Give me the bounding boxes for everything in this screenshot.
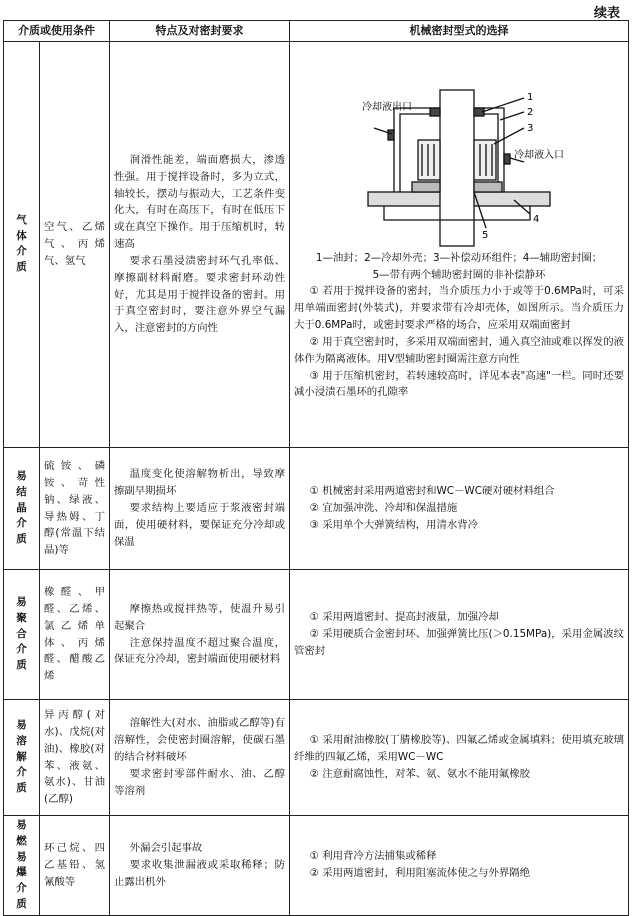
selection-text: ① 若用于搅拌设备的密封，当介质压力小于或等于0.6MPa时，可采用单端面密封(外装式)，并要求带有冷却壳体，如图所示。当介质压力大于0.6MPa时，或密封要求严格的场合，应采用双端面密封	[294, 285, 624, 332]
feature-text: 摩擦热或搅拌热等，使温升易引起聚合	[114, 602, 285, 632]
selection-text: ③ 采用单个大弹簧结构，用清水背冷	[309, 518, 479, 531]
selection-cell	[290, 816, 629, 916]
selection-text: ② 注意耐腐蚀性，对苯、氨、氨水不能用氟橡胶	[309, 767, 531, 780]
selection-cell	[290, 448, 629, 570]
seal-selection-table	[3, 20, 629, 916]
selection-text: ② 用于真空密封时，多采用双端面密封，通入真空油或难以挥发的液体作为隔离液体。用V型辅助密封圈需注意方向性	[294, 335, 624, 365]
header-selection: 机械密封型式的选择	[290, 21, 629, 42]
selection-text: ② 采用两道密封，利用阻塞流体使之与外界隔绝	[309, 867, 531, 880]
media-cell: 硫铵、磷铵、苛性钠、绿液、导热姆、丁醇(常温下结晶)等	[40, 448, 110, 570]
feature-text: 润滑性能差，端面磨损大，渗透性强。用于搅拌设备时，多为立式，轴较长，摆动与振动大，工艺条件变化大，有时在高压下，有时在低压下或在真空下操作。用于压缩机时，转速高	[114, 153, 285, 251]
table-header-row	[4, 21, 629, 42]
category-cell	[4, 570, 40, 700]
category-label: 易溶解介质	[16, 719, 27, 795]
label-n5: 5	[482, 229, 489, 241]
media-cell: 环己烷、四乙基铅、氢氰酸等	[40, 816, 110, 916]
label-n4: 4	[533, 213, 540, 225]
category-label: 易燃易爆介质	[16, 819, 27, 910]
category-cell	[4, 42, 40, 448]
label-n3: 3	[527, 122, 534, 134]
table-row	[4, 448, 629, 570]
selection-text: ② 宜加强冲洗、冷却和保温措施	[309, 502, 458, 515]
category-cell	[4, 700, 40, 816]
selection-text: ② 采用硬质合金密封环、加强弹簧比压(＞0.15MPa)，采用金属波纹管密封	[294, 628, 624, 657]
feature-text: 溶解性大(对水、油脂或乙醇等)有溶解性，会使密封圈溶解，使碳石墨的结合材料破坏	[114, 717, 285, 764]
features-cell	[110, 816, 290, 916]
category-label: 气体介质	[16, 213, 27, 274]
media-cell: 空气、乙烯气、丙烯气、氢气	[40, 42, 110, 448]
category-cell	[4, 816, 40, 916]
selection-text: ① 采用耐油橡胶(丁腈橡胶等)、四氟乙烯或金属填料；使用填充玻璃纤维的四氟乙烯，采用WC－WC	[294, 734, 624, 764]
table-row	[4, 42, 629, 448]
table-row	[4, 816, 629, 916]
feature-text: 注意保持温度不超过聚合温度，保证充分冷却，密封端面使用硬材料	[114, 636, 285, 666]
figure-caption-2: 5—带有两个辅助密封圈的非补偿静环	[372, 268, 546, 281]
category-label: 易结晶介质	[16, 470, 27, 546]
label-coolant-in: 冷却液入口	[514, 149, 564, 161]
label-n2: 2	[527, 106, 534, 118]
feature-text: 要求结构上要适应于浆液密封端面，使用硬材料，要保证充分冷却或保温	[114, 502, 285, 548]
header-media: 介质或使用条件	[4, 21, 110, 42]
selection-cell	[290, 42, 629, 448]
label-n1: 1	[527, 91, 534, 103]
continued-label: 续表	[593, 6, 620, 21]
header-features: 特点及对密封要求	[110, 21, 290, 42]
features-cell	[110, 700, 290, 816]
category-label: 易聚合介质	[16, 596, 27, 672]
feature-text: 要求密封零部件耐水、油、乙醇等溶剂	[114, 767, 285, 797]
table-row	[4, 700, 629, 816]
category-cell	[4, 448, 40, 570]
feature-text: 温度变化使溶解物析出，导致摩擦副早期损坏	[114, 468, 285, 498]
features-cell	[110, 570, 290, 700]
features-cell	[110, 42, 290, 448]
label-coolant-out: 冷却液出口	[362, 101, 412, 113]
seal-diagram	[354, 88, 564, 248]
feature-text: 外漏会引起事故	[129, 842, 203, 855]
media-cell: 异丙醇(对水)、戊烷(对油)、橡胶(对苯、液氨、氨水)、甘油(乙醇)	[40, 700, 110, 816]
selection-text: ① 机械密封采用两道密封和WC－WC硬对硬材料组合	[309, 485, 555, 498]
table-row	[4, 570, 629, 700]
selection-text: ③ 用于压缩机密封，若转速较高时，详见本表"高速"一栏。同时还要减小浸渍石墨环的孔隙率	[294, 369, 624, 399]
media-cell: 橡醛、甲醛、乙烯、氯乙烯单体、丙烯醛、醋酸乙烯	[40, 570, 110, 700]
feature-text: 要求石墨浸渍密封环气孔率低、摩擦副材料耐磨。要求密封环动性好，尤其是用于搅拌设备的密封。用于真空密封时，要注意外界空气漏入，注意密封的方向性	[114, 254, 285, 335]
selection-cell	[290, 700, 629, 816]
figure-caption-1: 1—油封；2—冷却外壳；3—补偿动环组件；4—辅助密封圈；	[315, 251, 603, 264]
features-cell	[110, 448, 290, 570]
selection-text: ① 利用背冷方法捕集或稀释	[309, 850, 437, 863]
selection-text: ① 采用两道密封、提高封液量，加强冷却	[309, 611, 499, 624]
selection-cell	[290, 570, 629, 700]
feature-text: 要求收集泄漏液或采取稀释；防止露出机外	[114, 858, 285, 888]
